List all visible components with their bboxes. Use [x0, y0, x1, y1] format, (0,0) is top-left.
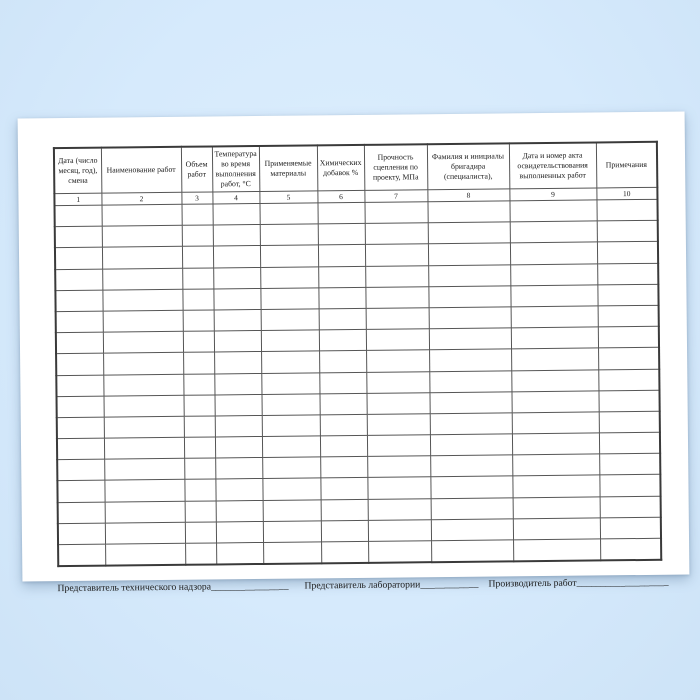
empty-cell [367, 456, 430, 478]
empty-cell [104, 459, 184, 481]
empty-cell [57, 396, 104, 418]
empty-cell [511, 348, 598, 370]
empty-cell [215, 437, 262, 459]
empty-cell [366, 371, 429, 393]
empty-cell [598, 369, 659, 391]
empty-cell [105, 501, 185, 523]
empty-cell [261, 351, 319, 373]
empty-cell [430, 476, 512, 498]
empty-cell [184, 458, 215, 480]
column-header-notes: Примечания [596, 142, 657, 188]
empty-cell [104, 416, 184, 438]
empty-cell [319, 393, 366, 415]
empty-cell [212, 203, 259, 225]
column-number: 9 [509, 188, 596, 201]
empty-cell [185, 522, 216, 544]
empty-cell [215, 479, 262, 501]
empty-cell [429, 307, 511, 329]
empty-cell [320, 457, 367, 479]
empty-cell [366, 350, 429, 372]
empty-cell [318, 224, 365, 246]
column-header-work-name: Наименование работ [101, 147, 181, 193]
column-header-work-volume: Объем работ [181, 146, 212, 192]
empty-cell [261, 372, 319, 394]
empty-cell [183, 373, 214, 395]
empty-cell [512, 433, 599, 455]
empty-cell [367, 477, 430, 499]
empty-cell [431, 540, 513, 563]
empty-cell [318, 287, 365, 309]
empty-cell [367, 435, 430, 457]
empty-cell [599, 432, 660, 454]
empty-cell [55, 226, 102, 248]
empty-cell [368, 541, 431, 563]
column-number: 1 [54, 193, 101, 205]
column-header-foreman-name: Фамилия и инициалы бригадира (специалиста), [427, 143, 509, 189]
empty-cell [321, 520, 368, 542]
empty-cell [512, 412, 599, 434]
empty-cell [213, 225, 260, 247]
empty-cell [102, 225, 182, 247]
empty-cell [431, 497, 513, 519]
empty-cell [104, 395, 184, 417]
empty-cell [321, 541, 368, 563]
column-number: 7 [364, 190, 427, 203]
empty-cell [598, 348, 659, 370]
empty-cell [102, 268, 182, 290]
empty-cell [102, 247, 182, 269]
empty-cell [56, 375, 103, 397]
empty-cell [214, 373, 261, 395]
empty-cell [511, 391, 598, 413]
column-number: 10 [596, 187, 657, 200]
signature-technical-supervisor: Представитель технического надзора________________ [57, 580, 289, 595]
empty-cell [599, 475, 660, 497]
empty-cell [104, 480, 184, 502]
empty-cell [105, 543, 185, 566]
empty-cell [57, 459, 104, 481]
empty-cell [513, 539, 600, 562]
empty-cell [103, 374, 183, 396]
column-number: 8 [427, 189, 509, 202]
empty-cell [182, 204, 213, 226]
empty-cell [103, 353, 183, 375]
empty-cell [182, 268, 213, 290]
empty-cell [597, 220, 658, 242]
empty-cell [599, 454, 660, 476]
works-log-table [53, 141, 662, 567]
empty-cell [57, 481, 104, 503]
empty-cell [511, 327, 598, 349]
empty-cell [102, 289, 182, 311]
empty-cell [364, 202, 427, 224]
column-number: 3 [181, 192, 212, 204]
empty-cell [58, 544, 105, 566]
empty-cell [214, 394, 261, 416]
empty-cell [262, 415, 320, 437]
empty-cell [105, 522, 185, 544]
empty-cell [597, 263, 658, 285]
empty-cell [183, 352, 214, 374]
empty-cell [261, 309, 319, 331]
empty-cell [596, 199, 657, 221]
empty-cell [262, 478, 320, 500]
empty-cell [214, 331, 261, 353]
empty-cell [261, 394, 319, 416]
column-number: 4 [212, 191, 259, 203]
empty-cell [185, 501, 216, 523]
column-number: 2 [101, 192, 181, 205]
empty-cell [56, 332, 103, 354]
empty-cell [319, 351, 366, 373]
empty-cell [185, 543, 216, 565]
empty-cell [213, 288, 260, 310]
empty-cell [430, 455, 512, 477]
empty-cell [260, 224, 318, 246]
empty-cell [183, 310, 214, 332]
empty-cell [365, 223, 428, 245]
empty-cell [216, 500, 263, 522]
empty-cell [368, 498, 431, 520]
empty-cell [365, 265, 428, 287]
column-number: 5 [259, 191, 317, 204]
empty-cell [182, 246, 213, 268]
empty-cell [600, 517, 661, 539]
empty-cell [260, 288, 318, 310]
empty-cell [56, 311, 103, 333]
empty-cell [367, 414, 430, 436]
empty-cell [261, 330, 319, 352]
empty-cell [598, 305, 659, 327]
empty-cell [365, 244, 428, 266]
empty-cell [429, 370, 511, 392]
document-page [18, 112, 690, 595]
empty-cell [512, 454, 599, 476]
empty-cell [366, 392, 429, 414]
empty-cell [320, 414, 367, 436]
empty-cell [430, 434, 512, 456]
empty-cell [431, 519, 513, 541]
empty-cell [365, 286, 428, 308]
empty-cell [260, 266, 318, 288]
empty-cell [319, 329, 366, 351]
empty-cell [509, 200, 596, 222]
empty-cell [216, 542, 263, 564]
empty-cell [366, 329, 429, 351]
empty-cell [214, 352, 261, 374]
column-header-adhesion-strength: Прочность сцепления по проекту, МПа [364, 144, 427, 190]
empty-cell [430, 413, 512, 435]
page-content [53, 141, 669, 599]
empty-cell [510, 285, 597, 307]
empty-cell [319, 372, 366, 394]
empty-cell [58, 523, 105, 545]
empty-cell [184, 416, 215, 438]
empty-cell [600, 496, 661, 518]
empty-cell [216, 521, 263, 543]
empty-cell [184, 437, 215, 459]
empty-cell [184, 479, 215, 501]
empty-cell [103, 331, 183, 353]
empty-cell [262, 457, 320, 479]
column-header-date: Дата (число месяц, год), смена [54, 148, 101, 194]
empty-cell [262, 436, 320, 458]
empty-cell [320, 478, 367, 500]
empty-cell [183, 331, 214, 353]
empty-cell [55, 248, 102, 270]
empty-cell [56, 353, 103, 375]
empty-cell [511, 306, 598, 328]
empty-cell [57, 417, 104, 439]
empty-cell [263, 521, 321, 543]
empty-cell [510, 221, 597, 243]
empty-cell [260, 245, 318, 267]
empty-cell [599, 411, 660, 433]
empty-cell [427, 201, 509, 223]
empty-cell [317, 202, 364, 224]
empty-cell [215, 415, 262, 437]
column-header-temperature: Температура во время выполнения работ, °С [212, 146, 259, 192]
empty-cell [511, 369, 598, 391]
empty-cell [182, 225, 213, 247]
empty-cell [428, 264, 510, 286]
empty-cell [319, 308, 366, 330]
column-header-chemical-additives: Химических добавок % [317, 145, 364, 191]
empty-cell [429, 349, 511, 371]
empty-cell [213, 246, 260, 268]
empty-cell [214, 309, 261, 331]
empty-cell [102, 204, 182, 226]
empty-cell [55, 290, 102, 312]
empty-cell [318, 245, 365, 267]
column-header-materials: Применяемые материалы [259, 145, 317, 191]
signature-works-producer: Производитель работ___________________ [488, 576, 669, 590]
empty-cell [429, 392, 511, 414]
empty-cell [263, 499, 321, 521]
empty-cell [598, 390, 659, 412]
empty-cell [320, 435, 367, 457]
empty-cell [259, 203, 317, 225]
empty-cell [183, 395, 214, 417]
empty-cell [368, 520, 431, 542]
empty-cell [428, 243, 510, 265]
empty-cell [58, 502, 105, 524]
empty-cell [428, 286, 510, 308]
signature-line-row [57, 576, 669, 599]
empty-cell [429, 328, 511, 350]
signature-lab-representative: Представитель лаборатории____________ [304, 578, 479, 592]
empty-cell [55, 205, 102, 227]
empty-cell [321, 499, 368, 521]
empty-cell [510, 242, 597, 264]
empty-cell [103, 310, 183, 332]
empty-cell [104, 437, 184, 459]
empty-cell [512, 475, 599, 497]
empty-cell [510, 264, 597, 286]
empty-cell [318, 266, 365, 288]
column-header-act-date-number: Дата и номер акта освидетельствования выполненных работ [509, 142, 596, 188]
empty-cell [57, 438, 104, 460]
empty-cell [513, 518, 600, 540]
empty-cell [597, 242, 658, 264]
empty-cell [600, 538, 661, 560]
table-header-row [54, 142, 657, 194]
column-number: 6 [317, 190, 364, 202]
empty-cell [513, 497, 600, 519]
empty-cell [428, 222, 510, 244]
empty-cell [55, 269, 102, 291]
empty-cell [597, 284, 658, 306]
empty-cell [213, 267, 260, 289]
empty-cell [263, 542, 321, 564]
empty-cell [215, 458, 262, 480]
empty-cell [366, 308, 429, 330]
empty-cell [182, 289, 213, 311]
empty-cell [598, 326, 659, 348]
